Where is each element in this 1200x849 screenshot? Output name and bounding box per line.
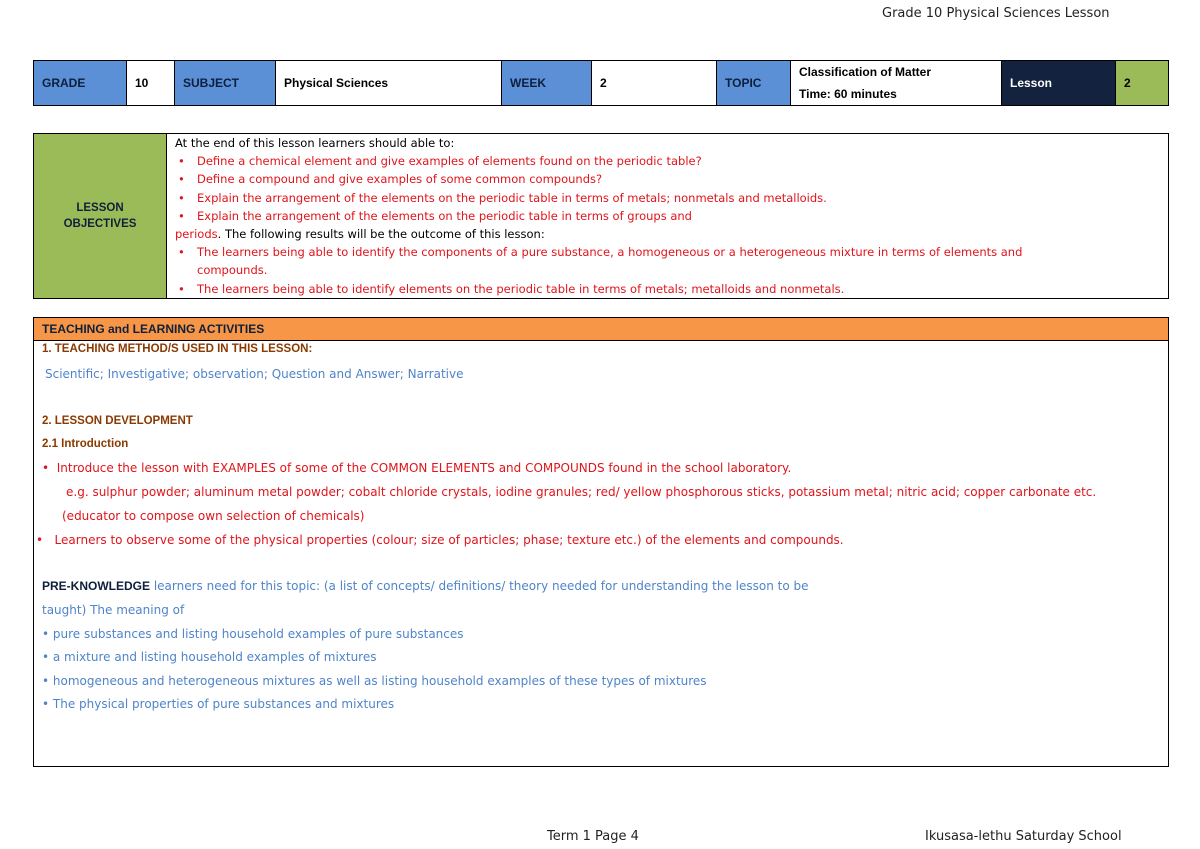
grade-label: GRADE (34, 61, 127, 106)
objective-item: • Define a chemical element and give examples of elements found on the periodic table? (175, 152, 1160, 170)
development-heading: 2. LESSON DEVELOPMENT (42, 415, 193, 427)
subject-value: Physical Sciences (276, 61, 502, 106)
topic-label: TOPIC (717, 61, 791, 106)
lesson-objectives-table (33, 133, 1169, 299)
lesson-value: 2 (1116, 61, 1169, 106)
periods-word: periods (175, 227, 218, 242)
preknowledge-item: • homogeneous and heterogeneous mixtures as well as listing household examples of these types of mixtures (42, 674, 707, 688)
intro-note: (educator to compose own selection of chemicals) (62, 509, 365, 523)
subject-label: SUBJECT (175, 61, 276, 106)
document-header: Grade 10 Physical Sciences Lesson (882, 6, 1110, 21)
topic-time: Time: 60 minutes (799, 87, 897, 101)
objective-item: • Explain the arrangement of the elements on the periodic table in terms of metals; nonmetals and metalloids. (175, 189, 1160, 207)
outcome-item: • The learners being able to identify the components of a pure substance, a homogeneous or a heterogeneous mixture in terms of elements and compounds. (175, 243, 1160, 279)
bullet-icon: • (36, 533, 55, 547)
preknowledge-item: • a mixture and listing household examples of mixtures (42, 650, 377, 664)
preknowledge-item: • The physical properties of pure substances and mixtures (42, 697, 395, 711)
grade-value: 10 (127, 61, 175, 106)
intro-bullet-2 (36, 533, 844, 547)
week-label: WEEK (502, 61, 592, 106)
lesson-info-table (33, 60, 1169, 106)
outcome-item: • The learners being able to identify elements on the periodic table in terms of metals; metalloids and nonmetals. (175, 280, 1160, 298)
objectives-list (175, 152, 1160, 225)
teaching-activities-section (33, 317, 1169, 767)
methods-text: Scientific; Investigative; observation; Question and Answer; Narrative (45, 367, 464, 381)
objectives-content (167, 134, 1169, 299)
objective-item: • Explain the arrangement of the elements on the periodic table in terms of groups and (175, 207, 1160, 225)
intro-bullet-1 (42, 461, 791, 475)
introduction-heading: 2.1 Introduction (42, 438, 129, 450)
page-footer: Term 1 Page 4 (547, 829, 639, 844)
week-value: 2 (592, 61, 717, 106)
activities-heading: TEACHING and LEARNING ACTIVITIES (34, 318, 1168, 341)
objectives-label-line1: LESSON (76, 201, 124, 214)
outcome-text: . The following results will be the outcome of this lesson: (217, 227, 545, 242)
method-heading: 1. TEACHING METHOD/S USED IN THIS LESSON: (42, 343, 313, 355)
objective-item: • Define a compound and give examples of some common compounds? (175, 170, 1160, 188)
preknowledge-label: PRE-KNOWLEDGE (42, 579, 150, 593)
intro-bullet-1-text: Introduce the lesson with EXAMPLES of some of the COMMON ELEMENTS and COMPOUNDS found in the school laboratory. (56, 461, 792, 475)
lesson-label: Lesson (1002, 61, 1116, 106)
topic-title: Classification of Matter (799, 65, 932, 79)
intro-bullet-2-text: Learners to observe some of the physical properties (colour; size of particles; phase; texture etc.) of the elements and compounds. (54, 533, 844, 547)
preknowledge-continued: taught) The meaning of (42, 603, 185, 617)
objectives-intro: At the end of this lesson learners should able to: (175, 136, 455, 150)
outcome-intro (175, 225, 1160, 243)
objectives-label-line2: OBJECTIVES (63, 217, 137, 230)
outcomes-list (175, 243, 1160, 298)
intro-examples: e.g. sulphur powder; aluminum metal powder; cobalt chloride crystals, iodine granules; red/ yellow phosphorous sticks, potassium metal; nitric acid; copper carbonate etc. (66, 485, 1097, 499)
topic-value (791, 61, 1002, 106)
preknowledge-text: learners need for this topic: (a list of concepts/ definitions/ theory needed for understanding the lesson to be (150, 579, 809, 593)
preknowledge-item: • pure substances and listing household examples of pure substances (42, 627, 464, 641)
bullet-icon: • (42, 461, 57, 475)
school-footer: Ikusasa-lethu Saturday School (925, 829, 1122, 844)
preknowledge-line (42, 579, 809, 593)
objectives-label (34, 134, 167, 299)
